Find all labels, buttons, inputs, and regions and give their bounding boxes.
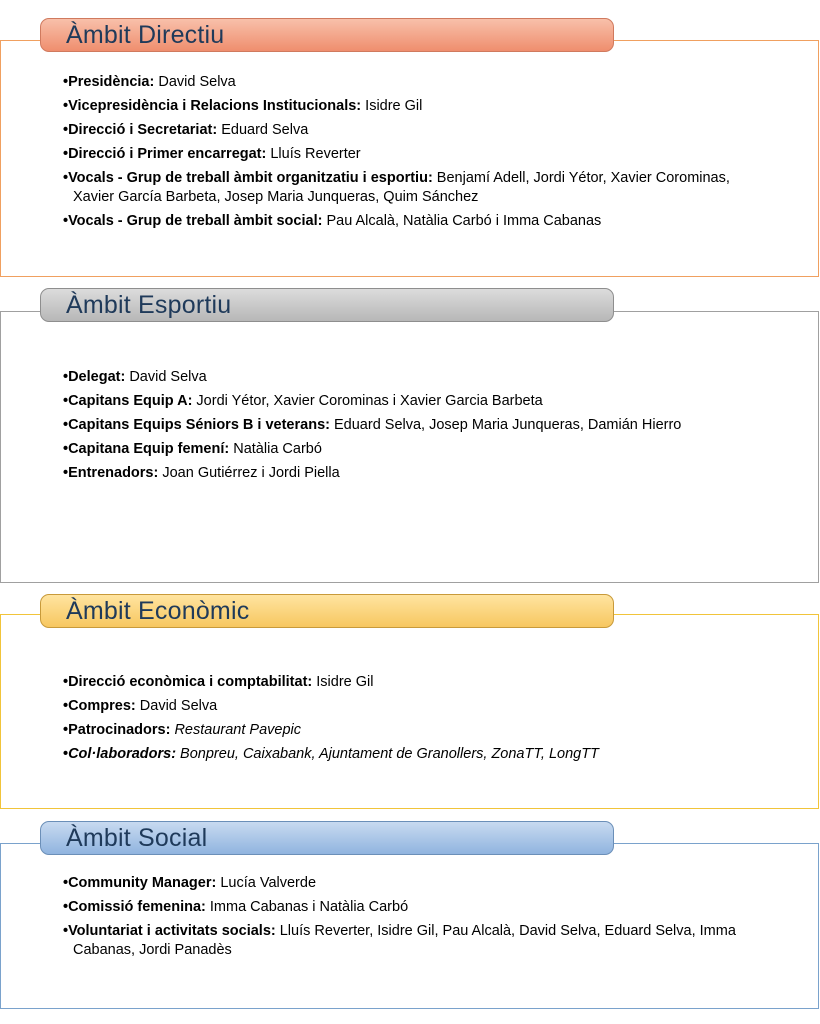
esportiu-panel: [0, 311, 819, 583]
social-list: [63, 874, 753, 965]
list-item: •Presidència: David Selva: [63, 74, 236, 90]
section-title: Àmbit Esportiu: [66, 291, 232, 319]
list-item: •Capitana Equip femení: Natàlia Carbó: [63, 441, 322, 457]
directiu-panel: [0, 40, 819, 277]
list-item: •Patrocinadors: Restaurant Pavepic: [63, 722, 301, 738]
list-item: •Comissió femenina: Imma Cabanas i Natàlia Carbó: [63, 899, 409, 915]
section-title: Àmbit Directiu: [66, 21, 225, 49]
list-item: •Direcció econòmica i comptabilitat: Isidre Gil: [63, 674, 374, 690]
list-item: •Capitans Equip A: Jordi Yétor, Xavier Corominas i Xavier Garcia Barbeta: [63, 393, 543, 409]
list-item: •Vicepresidència i Relacions Institucionals: Isidre Gil: [63, 98, 423, 114]
list-item: •Voluntariat i activitats socials: Lluís Reverter, Isidre Gil, Pau Alcalà, David Selva, Eduard Selva, Imma Cabanas, Jordi Panadès: [63, 923, 736, 958]
esportiu-list: [63, 368, 753, 488]
directiu-header: [40, 18, 614, 52]
list-item: •Capitans Equips Séniors B i veterans: Eduard Selva, Josep Maria Junqueras, Damián Hierro: [63, 417, 682, 433]
list-item: •Direcció i Primer encarregat: Lluís Reverter: [63, 146, 361, 162]
esportiu-header: [40, 288, 614, 322]
list-item: •Vocals - Grup de treball àmbit social: Pau Alcalà, Natàlia Carbó i Imma Cabanas: [63, 213, 602, 229]
economic-panel: [0, 614, 819, 809]
list-item: •Compres: David Selva: [63, 698, 218, 714]
list-item: •Col·laboradors: Bonpreu, Caixabank, Ajuntament de Granollers, ZonaTT, LongTT: [63, 746, 599, 762]
list-item: •Entrenadors: Joan Gutiérrez i Jordi Piella: [63, 465, 340, 481]
list-item: •Delegat: David Selva: [63, 369, 207, 385]
list-item: •Direcció i Secretariat: Eduard Selva: [63, 122, 309, 138]
section-title: Àmbit Econòmic: [66, 597, 250, 625]
social-panel: [0, 843, 819, 1009]
list-item: •Vocals - Grup de treball àmbit organitzatiu i esportiu: Benjamí Adell, Jordi Yétor, Xavier Corominas, Xavier García Barbeta, Josep Maria Junqueras, Quim Sánchez: [63, 170, 730, 205]
directiu-list: [63, 73, 753, 236]
social-header: [40, 821, 614, 855]
list-item: •Community Manager: Lucía Valverde: [63, 875, 317, 891]
section-title: Àmbit Social: [66, 824, 208, 852]
economic-header: [40, 594, 614, 628]
economic-list: [63, 673, 753, 769]
